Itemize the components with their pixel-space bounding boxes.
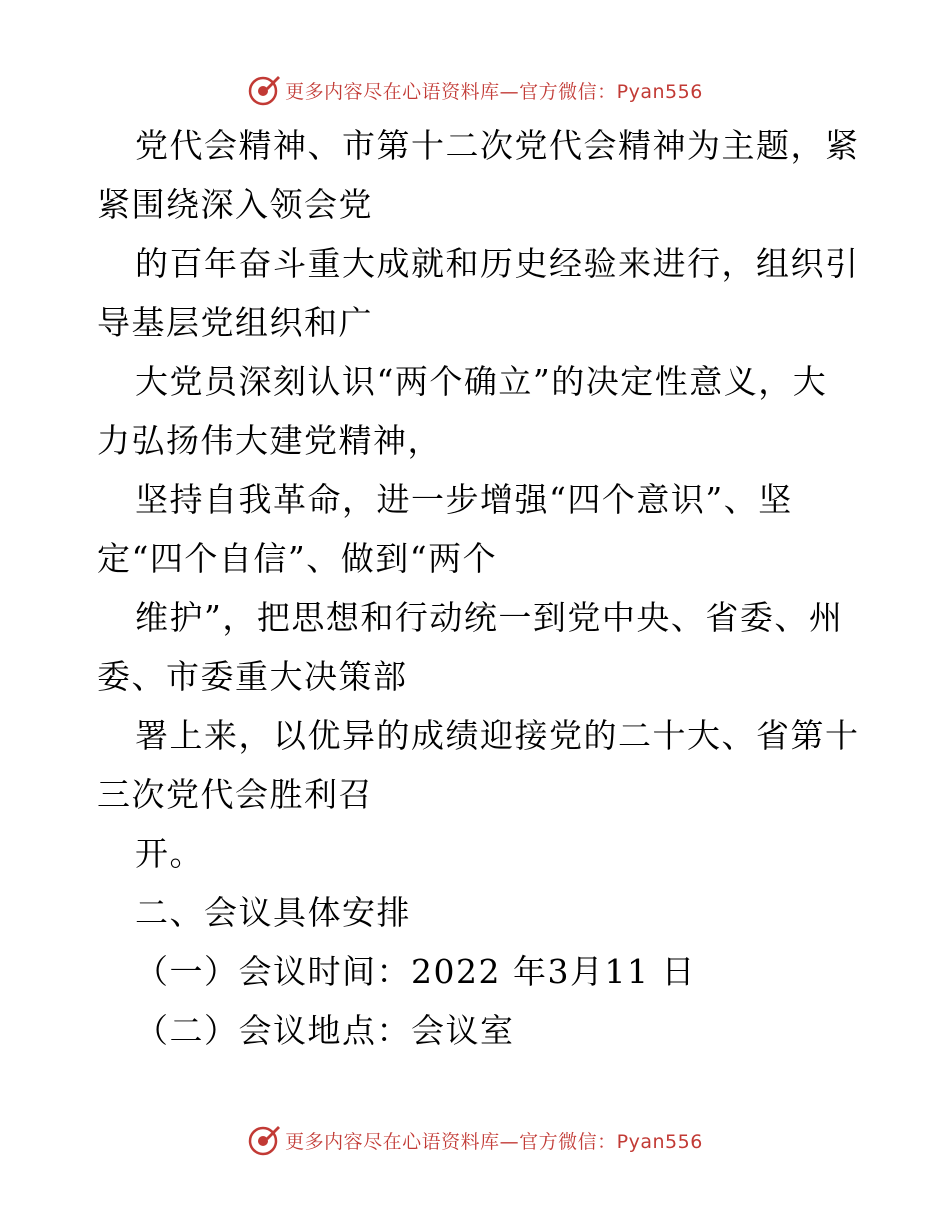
text-line: 三次党代会胜利召	[97, 775, 373, 814]
text-line: 维护”，把思想和行动统一到党中央、省委、州	[135, 598, 844, 637]
document-body	[97, 116, 860, 1060]
meeting-location: （二）会议地点：会议室	[135, 1011, 515, 1050]
text-line: 紧围绕深入领会党	[97, 185, 373, 224]
text-line: 署上来，以优异的成绩迎接党的二十大、省第十	[135, 716, 860, 755]
watermark-text: 更多内容尽在心语资料库—官方微信：Pyan556	[285, 80, 703, 103]
text-line: 大党员深刻认识“两个确立”的决定性意义，大	[135, 362, 828, 401]
header-watermark	[0, 70, 950, 110]
pen-logo-icon	[247, 73, 281, 107]
pen-logo-icon	[247, 1123, 281, 1157]
text-line: 委、市委重大决策部	[97, 657, 408, 696]
text-line: 的百年奋斗重大成就和历史经验来进行，组织引	[135, 244, 860, 283]
footer-watermark	[0, 1120, 950, 1160]
section-heading: 二、会议具体安排	[135, 893, 411, 932]
meeting-time: （一）会议时间：2022 年3月11 日	[135, 952, 696, 991]
watermark-text: 更多内容尽在心语资料库—官方微信：Pyan556	[285, 1130, 703, 1153]
text-line: 党代会精神、市第十二次党代会精神为主题，紧	[135, 126, 860, 165]
text-line: 力弘扬伟大建党精神，	[97, 421, 442, 460]
text-line: 定“四个自信”、做到“两个	[97, 539, 498, 578]
text-line: 坚持自我革命，进一步增强“四个意识”、坚	[135, 480, 793, 519]
text-line: 导基层党组织和广	[97, 303, 373, 342]
text-line: 开。	[135, 834, 204, 873]
